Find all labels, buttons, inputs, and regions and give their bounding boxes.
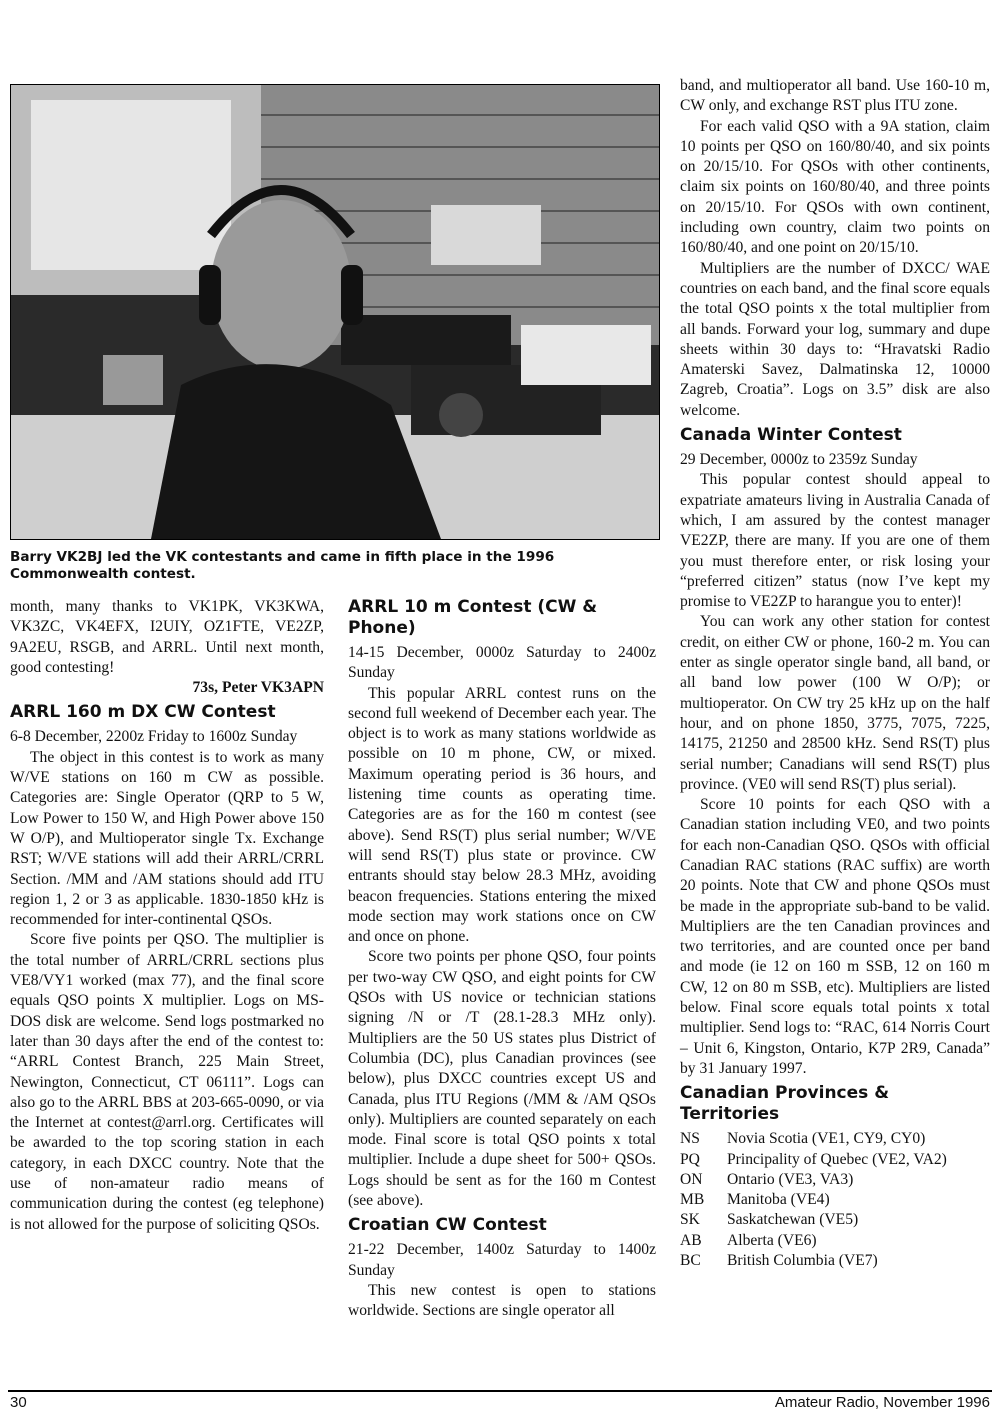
province-name: Novia Scotia (VE1, CY9, CY0): [727, 1130, 926, 1148]
provinces-heading: Canadian Provinces & Territories: [680, 1083, 890, 1125]
province-name: Principality of Quebec (VE2, VA2): [727, 1150, 947, 1168]
photo-operator-at-radio-icon: [11, 85, 659, 539]
publication-line: Amateur Radio, November 1996: [774, 1394, 990, 1411]
arrl-160-heading: ARRL 160 m DX CW Contest: [10, 702, 276, 723]
province-code: BC: [680, 1252, 701, 1270]
column-1: [10, 597, 324, 1235]
province-name: Alberta (VE6): [727, 1231, 817, 1249]
page-number: 30: [10, 1394, 27, 1411]
photo-caption: Barry VK2BJ led the VK contestants and came in fifth place in the 1996 Commonwealth contest.: [10, 549, 555, 582]
croatian-paragraph: Multipliers are the number of DXCC/ WAE countries on each band, and the final score equals the total QSO points x the total multiplier from all bands. Forward your log, summary and dupe sheets within 30 days to: “Hravatski Radio Amaterski Savez, Dalmatinska 12, 10000 Zagreb, Croatia”. Logs on 3.5” disk are also welcome.: [680, 259, 990, 419]
province-row: [680, 1170, 990, 1190]
province-code: ON: [680, 1170, 703, 1188]
province-code: PQ: [680, 1150, 700, 1168]
province-row: [680, 1129, 990, 1149]
arrl-10-heading: ARRL 10 m Contest (CW & Phone): [348, 597, 598, 638]
province-row: [680, 1190, 990, 1210]
canada-paragraph: You can work any other station for contest credit, on either CW or phone, 160-2 m. You can enter as single operator single band, all band, or all band low power (100 W O/P); or multioperator. On CW try 25 kHz up on the half hour, and on phone 1850, 3775, 7075, 7225, 14175, 21250 and 28500 kHz. Send RS(T) plus serial number; Canadians will send RS(T) plus province. (VE0 will send RS(T) plus serial).: [680, 613, 990, 793]
province-row: [680, 1210, 990, 1230]
province-row: [680, 1150, 990, 1170]
croatian-heading: Croatian CW Contest: [348, 1215, 547, 1236]
canada-paragraph: Score 10 points for each QSO with a Canadian station including VE0, and two points for each non-Canadian QSO. QSOs with official Canadian RAC stations (RAC suffix) are worth 20 points. Note that CW and phone QSOs must be made in the appropriate sub-band to be valid. Multipliers are the ten Canadian provinces and two territories, and are counted once per band and mode (ie 12 on 160 m SSB, 12 on 160 m CW, 12 on 80 m SSB, etc). Multipliers are listed below. Final score equals total points x total multiplier. Send logs to: “RAC, 614 Norris Court – Unit 6, Kingston, Ontario, K7P 2R9, Canada” by 31 January 1997.: [680, 796, 990, 1077]
signature: 73s, Peter VK3APN: [192, 679, 324, 697]
arrl-10-date: 14-15 December, 0000z Saturday to 2400z Sunday: [348, 644, 656, 682]
canada-heading: Canada Winter Contest: [680, 425, 902, 446]
province-code: SK: [680, 1211, 700, 1229]
croatian-date: 21-22 December, 1400z Saturday to 1400z Sunday: [348, 1241, 656, 1279]
province-name: Manitoba (VE4): [727, 1191, 830, 1209]
provinces-list: [680, 1129, 990, 1271]
province-code: MB: [680, 1191, 705, 1209]
canada-paragraph: This popular contest should appeal to expatriate amateurs living in Australia Canada of which, I am assured by the contest manager VE2ZP, there are many. If you are one of them you must therefore enter, or risk losing your “preferred citizen” status (now I’ve kept my promise to VE2ZP to harangue you to enter)!: [680, 471, 990, 611]
province-name: Ontario (VE3, VA3): [727, 1170, 854, 1188]
arrl-10-paragraph: Score two points per phone QSO, four points per two-way CW QSO, and eight points for CW QSOs with US novice or technician stations signing /N or /T (28.1-28.3 MHz only). Multipliers are the 50 US states plus District of Columbia (DC), plus Canadian provinces (see below), plus DXCC countries except US and Canada, plus ITU Regions (/MM & /AM QSOs only). Multipliers are counted separately on each mode. Final score is total QSO points x total multiplier. Include a dupe sheet for 500+ QSOs. Logs should be sent as for the 160 m Contest (see above).: [348, 948, 656, 1210]
arrl-160-paragraph: Score five points per QSO. The multiplier is the total number of ARRL/CRRL sections plus VE8/VY1 worked (max 77), and the final score equals QSO points X multiplier. Logs on MS-DOS disk are welcome. Send logs postmarked no later than 30 days after the end of the contest to: “ARRL Contest Branch, 225 Main Street, Newington, Connecticut, CT 06111”. Logs can also go to the ARRL BBS at 203-665-0090, or via the Internet at contest@arrl.org. Certificates will be awarded to the top scoring station in each category, in each DXCC country. Note that the use of non-amateur radio means of communication during the contest (eg telephone) is not allowed for the purpose of soliciting QSOs.: [10, 931, 324, 1233]
province-code: NS: [680, 1130, 700, 1148]
operator-photo: [10, 84, 660, 540]
province-code: AB: [680, 1231, 702, 1249]
croatian-paragraph: band, and multioperator all band. Use 160-10 m, CW only, and exchange RST plus ITU zone.: [680, 77, 990, 115]
intro-paragraph: month, many thanks to VK1PK, VK3KWA, VK3ZC, VK4EFX, I2UIY, OZ1FTE, VE2ZP, 9A2EU, RSGB, and ARRL. Until next month, good contesting!: [10, 598, 324, 676]
province-name: Saskatchewan (VE5): [727, 1211, 859, 1229]
footer-divider: [8, 1390, 992, 1392]
province-row: [680, 1231, 990, 1251]
arrl-10-paragraph: This popular ARRL contest runs on the second full weekend of December each year. The object is to work as many stations worldwide as possible on 10 m phone, CW, or mixed. Maximum operating period is 36 hours, and listening time counts as operating time. Categories are as for the 160 m contest (see above). Send RS(T) plus serial number; W/VE will send RS(T) plus state or province. CW entrants should stay below 28.3 MHz, avoiding beacon frequencies. Stations entering the mixed mode section may work stations once on CW and once on phone.: [348, 684, 656, 946]
croatian-paragraph: This new contest is open to stations worldwide. Sections are single operator all: [348, 1281, 656, 1320]
province-row: [680, 1251, 990, 1271]
arrl-160-paragraph: The object in this contest is to work as many W/VE stations on 160 m CW as possible. Categories are: Single Operator (QRP to 5 W, Low Power to 150 W, and High Power above 150 W O/P), and Multioperator single Tx. Exchange RST; W/VE stations will add their ARRL/CRRL Section. /MM and /AM stations should add ITU region 1, 2 or 3 as applicable. 1830-1850 kHz is recommended for inter-continental QSOs.: [10, 748, 324, 929]
province-name: British Columbia (VE7): [727, 1252, 878, 1270]
column-2: [348, 597, 656, 1322]
croatian-paragraph: For each valid QSO with a 9A station, claim 10 points per QSO on 160/80/40, and six points on 20/15/10. For QSOs with other continents, claim six points on 160/80/40, and three points on 20/15/10. For QSOs with own continent, including own country, claim two points on 160/80/40, and one point on 20/15/10.: [680, 117, 990, 257]
arrl-160-date: 6-8 December, 2200z Friday to 1600z Sunday: [10, 728, 298, 746]
canada-date: 29 December, 0000z to 2359z Sunday: [680, 451, 918, 469]
column-3: [680, 76, 990, 1271]
